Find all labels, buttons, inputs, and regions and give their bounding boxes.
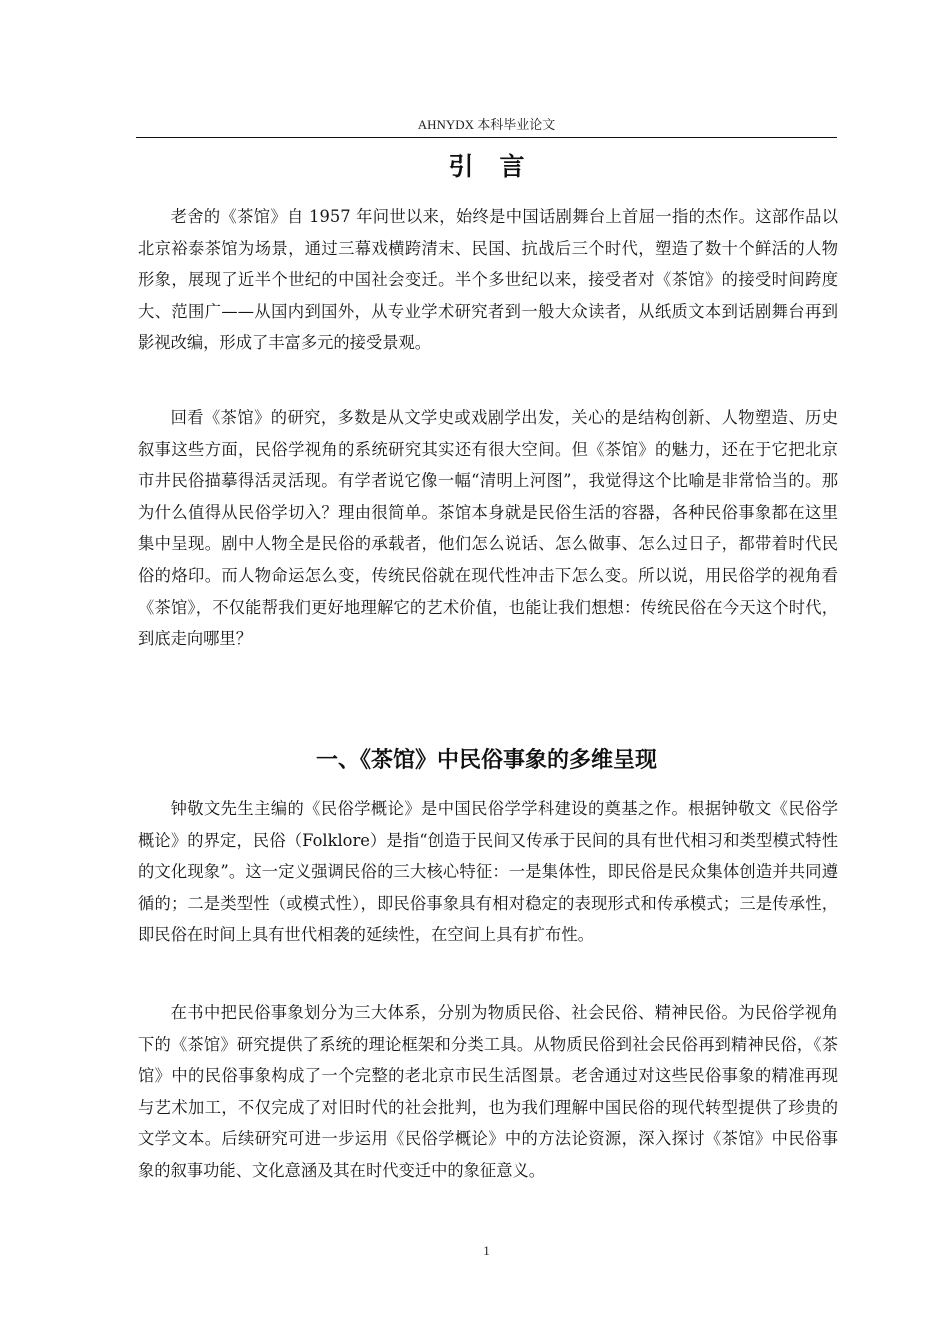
body-paragraph: 钟敬文先生主编的《民俗学概论》是中国民俗学学科建设的奠基之作。根据钟敬文《民俗学概论》的界定，民俗（Folklore）是指“创造于民间又传承于民间的具有世代相习和类型模式特性的文化现象”。这一定义强调民俗的三大核心特征：一是集体性，即民俗是民众集体创造并共同遵循的；二是类型性（或模式性），即民俗事象具有相对稳定的表现形式和传承模式；三是传承性，即民俗在时间上具有世代相袭的延续性，在空间上具有扩布性。 bbox=[138, 799, 838, 945]
section-title-chapter-1: 一、《茶馆》中民俗事象的多维呈现 bbox=[315, 748, 657, 773]
body-paragraph: 老舍的《茶馆》自 1957 年问世以来，始终是中国话剧舞台上首屈一指的杰作。这部作品以北京裕泰茶馆为场景，通过三幕戏横跨清末、民国、抗战后三个时代，塑造了数十个鲜活的人物形象，展现了近半个世纪的中国社会变迁。半个多世纪以来，接受者对《茶馆》的接受时间跨度大、范围广——从国内到国外，从专业学术研究者到一般大众读者，从纸质文本到话剧舞台再到影视改编，形成了丰富多元的接受景观。 bbox=[138, 207, 838, 353]
body-paragraph: 在书中把民俗事象划分为三大体系，分别为物质民俗、社会民俗、精神民俗。为民俗学视角下的《茶馆》研究提供了系统的理论框架和分类工具。从物质民俗到社会民俗再到精神民俗，《茶馆》中的民俗事象构成了一个完整的老北京市民生活图景。老舍通过对这些民俗事象的精准再现与艺术加工，不仅完成了对旧时代的社会批判，也为我们理解中国民俗的现代转型提供了珍贵的文学文本。后续研究可进一步运用《民俗学概论》中的方法论资源，深入探讨《茶馆》中民俗事象的叙事功能、文化意涵及其在时代变迁中的象征意义。 bbox=[138, 1003, 838, 1180]
running-header: AHNYDX 本科毕业论文 bbox=[417, 117, 556, 132]
page-number: 1 bbox=[483, 1243, 490, 1258]
body-paragraph: 回看《茶馆》的研究，多数是从文学史或戏剧学出发，关心的是结构创新、人物塑造、历史叙事这些方面，民俗学视角的系统研究其实还有很大空间。但《茶馆》的魅力，还在于它把北京市井民俗描摹得活灵活现。有学者说它像一幅“清明上河图”，我觉得这个比喻是非常恰当的。那为什么值得从民俗学切入？理由很简单。茶馆本身就是民俗生活的容器，各种民俗事象都在这里集中呈现。剧中人物全是民俗的承载者，他们怎么说话、怎么做事、怎么过日子，都带着时代民俗的烙印。而人物命运怎么变，传统民俗就在现代性冲击下怎么变。所以说，用民俗学的视角看《茶馆》，不仅能帮我们更好地理解它的艺术价值，也能让我们想想：传统民俗在今天这个时代，到底走向哪里？ bbox=[138, 408, 838, 649]
header-rule bbox=[136, 137, 837, 138]
section-title-introduction: 引言 bbox=[448, 152, 551, 181]
